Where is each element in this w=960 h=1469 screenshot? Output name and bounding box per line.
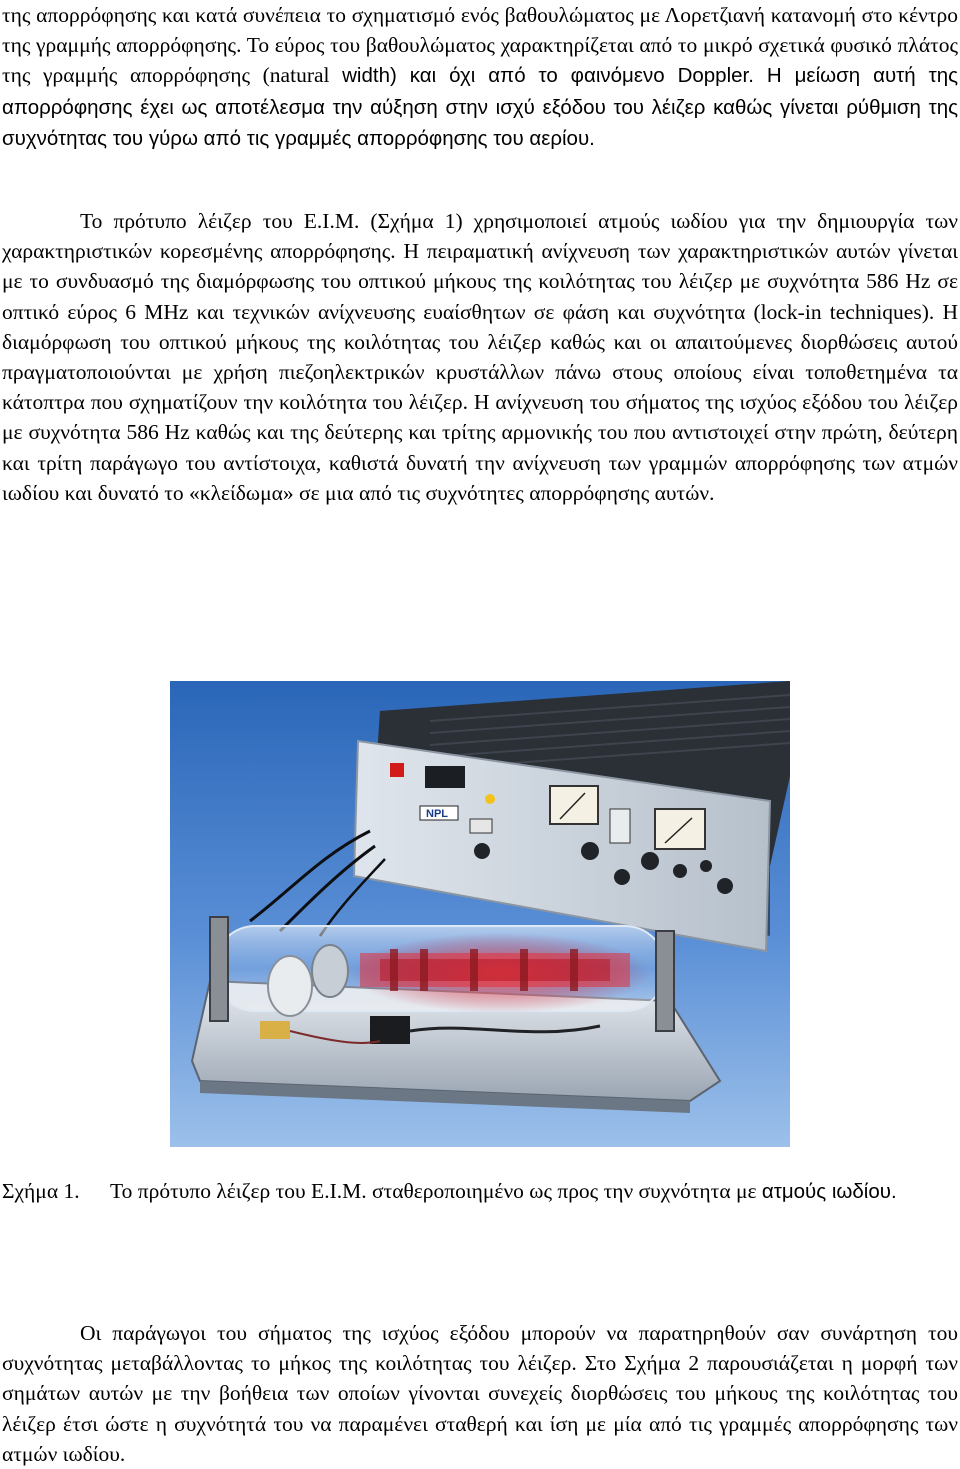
laser-apparatus-image (170, 681, 790, 1147)
figure-1-photo (170, 681, 790, 1147)
paragraph-3: Οι παράγωγοι του σήματος της ισχύος εξόδου μπορούν να παρατηρηθούν σαν συνάρτηση του συχνότητας μεταβάλλοντας το μήκος της κοιλότητας του λέιζερ. Στο Σχήμα 2 παρουσιάζεται η μορφή των σημάτων αυτών με την βοήθεια των οποίων γίνονται συνεχείς διορθώσεις του μήκους της κοιλότητας του λέιζερ έτσι ώστε η συχνότητά του να παραμένει σταθερή και ίση με μία από τις γραμμές απορρόφησης των ατμών ιωδίου. (2, 1321, 958, 1466)
caption-label: Σχήμα 1. (2, 1179, 80, 1203)
caption-text-serif: Το πρότυπο λέιζερ του Ε.Ι.Μ. σταθεροποιημένο ως προς την συχνότητα με (110, 1179, 757, 1203)
paragraph-1-sans: width) και όχι από το φαινόμενο Doppler. Η μείωση αυτή της απορρόφησης έχει ως αποτέλεσμα την αύξηση στην ισχύ εξόδου του λέιζερ καθώς γίνεται ρύθμιση της συχνότητας του γύρω από τις γραμμές απορρόφησης του αερίου. (2, 64, 958, 150)
paragraph-2-lead: Το πρότυπο λέιζερ του Ε.Ι.Μ. (Σχήμα 1) χρησιμοποιεί ατμούς ιωδίου για την δημιουργία των χαρακτηριστικών κορεσμένης απορρόφησης. (2, 209, 958, 264)
paragraph-2 (2, 206, 958, 508)
caption-text (110, 1176, 958, 1207)
paragraph-2-body: Η πειραματική ανίχνευση των χαρακτηριστικών αυτών γίνεται με το συνδυασμό της διαμόρφωσης του οπτικού μήκους της κοιλότητας του λέιζερ με συχνότητα 586 Hz σε οπτικό εύρος 6 MHz και τεχνικών ανίχνευσης ευαίσθητων σε φάση και συχνότητα (lock-in techniques). Η διαμόρφωση του οπτικού μήκους της κοιλότητας του λέιζερ καθώς και οι απαιτούμενες διορθώσεις αυτού πραγματοποιούνται με χρήση πιεζοηλεκτρικών κρυστάλλων πάνω στους οποίους είναι τοποθετημένα τα κάτοπτρα που σχηματίζουν την κοιλότητα του λέιζερ. Η ανίχνευση του σήματος της ισχύος εξόδου του λέιζερ με συχνότητα 586 Hz καθώς και της δεύτερης και τρίτης αρμονικής του που αντιστοιχεί στην πρώτη, δεύτερη και τρίτη παράγωγο του αντίστοιχα, καθιστά δυνατή την ανίχνευση των γραμμών απορρόφησης των ατμών ιωδίου και δυνατό το «κλείδωμα» σε μια από τις συχνότητες απορρόφησης αυτών. (2, 239, 958, 505)
paragraph-1-serif: της απορρόφησης και κατά συνέπεια το σχηματισμό ενός βαθουλώματος με Λορετζιανή κατανομή στο κέντρο της γραμμής απορρόφησης. Το εύρος του βαθουλώματος χαρακτηρίζεται από το μικρό σχετικά φυσικό πλάτος της γραμμής απορρόφησης (natural (2, 3, 958, 88)
caption-text-sans: ατμούς ιωδίου. (761, 1180, 897, 1203)
panel-brand-label: NPL (426, 808, 448, 820)
paragraph-1 (2, 0, 958, 154)
